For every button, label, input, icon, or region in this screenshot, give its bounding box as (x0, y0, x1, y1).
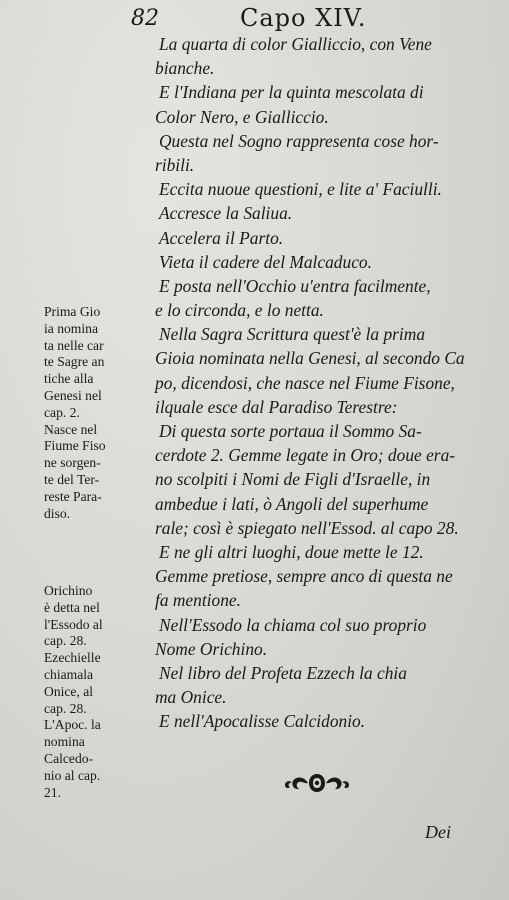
margin-note-line: L'Apoc. la (44, 717, 101, 733)
margin-note-line: Prima Gio (44, 304, 101, 319)
margin-note-line: Fiume Fiso (44, 438, 106, 454)
text-line: cerdote 2. Gemme legate in Oro; doue era- (155, 445, 456, 466)
text-line: E ne gli altri luoghi, doue mette le 12. (159, 541, 424, 562)
running-head (0, 4, 509, 34)
text-line: ilquale esce dal Paradiso Terestre: (155, 396, 398, 417)
margin-note-line: è detta nel (44, 599, 100, 615)
text-line: no scolpiti i Nomi de Figli d'Israelle, in (155, 469, 431, 490)
margin-note-genesis (44, 304, 134, 522)
text-line: E nell'Apocalisse Calcidonio. (159, 711, 366, 732)
text-line: fa mentione. (155, 590, 241, 611)
text-line: po, dicendosi, che nasce nel Fiume Fisone, (155, 372, 455, 393)
margin-note-line: ia nomina (44, 320, 98, 336)
margin-note-line: l'Essodo al (44, 616, 103, 632)
margin-note-line: ne sorgen- (44, 455, 101, 471)
margin-note-line: chiamala (44, 666, 94, 682)
text-line: Color Nero, e Gialliccio. (155, 106, 329, 127)
text-line: rale; così è spiegato nell'Essod. al capo 28. (155, 517, 459, 538)
text-line: Nel libro del Profeta Ezzech la chia (159, 662, 407, 683)
margin-note-line: Onice, al (44, 683, 94, 699)
text-line: e lo circonda, e lo netta. (155, 300, 324, 321)
margin-note-line: cap. 28. (44, 700, 87, 716)
text-line: E posta nell'Occhio u'entra facilmente, (159, 275, 431, 296)
margin-note-line: te del Ter- (44, 471, 100, 487)
main-text-block (155, 32, 500, 733)
margin-note-line: nomina (44, 734, 85, 750)
margin-note-line: ta nelle car (44, 337, 104, 353)
margin-note-line: reste Para- (44, 488, 102, 504)
text-line: Nella Sagra Scrittura quest'è la prima (159, 324, 426, 345)
text-line: ribili. (155, 154, 195, 175)
margin-note-line: Ezechielle (44, 650, 101, 666)
text-line: ma Onice. (155, 687, 227, 708)
chapter-title: Capo XIV. (240, 4, 367, 32)
text-line: Questa nel Sogno rappresenta cose hor- (159, 130, 439, 151)
margin-note-line: cap. 2. (44, 404, 80, 420)
text-line: E l'Indiana per la quinta mescolata di (159, 82, 424, 103)
text-line: ambedue i lati, ò Angoli del superhume (155, 493, 429, 514)
printers-ornament-icon (282, 770, 352, 796)
margin-note-line: tiche alla (44, 371, 94, 387)
margin-note-line: nio al cap. (44, 767, 101, 783)
catchword: Dei (425, 822, 451, 842)
margin-note-line: te Sagre an (44, 354, 105, 370)
margin-note-orichino (44, 583, 134, 801)
text-line: bianche. (155, 58, 215, 79)
page-number: 82 (131, 6, 159, 31)
margin-note-line: Orichino (44, 583, 93, 598)
text-line: Nell'Essodo la chiama col suo proprio (159, 614, 427, 635)
text-line: Di questa sorte portaua il Sommo Sa- (159, 421, 422, 441)
margin-note-line: Genesi nel (44, 387, 102, 403)
text-line: Gemme pretiose, sempre anco di questa ne (155, 566, 453, 587)
margin-note-line: 21. (44, 784, 61, 800)
text-line: Nome Orichino. (155, 638, 268, 659)
text-line: Vieta il cadere del Malcaduco. (159, 251, 372, 272)
text-line: Accresce la Saliua. (159, 203, 293, 224)
text-line: Gioia nominata nella Genesi, al secondo Ca (155, 348, 465, 369)
text-line: La quarta di color Gialliccio, con Vene (159, 34, 432, 54)
text-line: Accelera il Parto. (159, 227, 284, 248)
text-line: Eccita nuoue questioni, e lite a' Faciulli. (159, 179, 442, 200)
margin-note-line: Calcedo- (44, 750, 94, 766)
margin-note-line: diso. (44, 505, 71, 521)
margin-note-line: Nasce nel (44, 421, 98, 437)
margin-note-line: cap. 28. (44, 633, 87, 649)
